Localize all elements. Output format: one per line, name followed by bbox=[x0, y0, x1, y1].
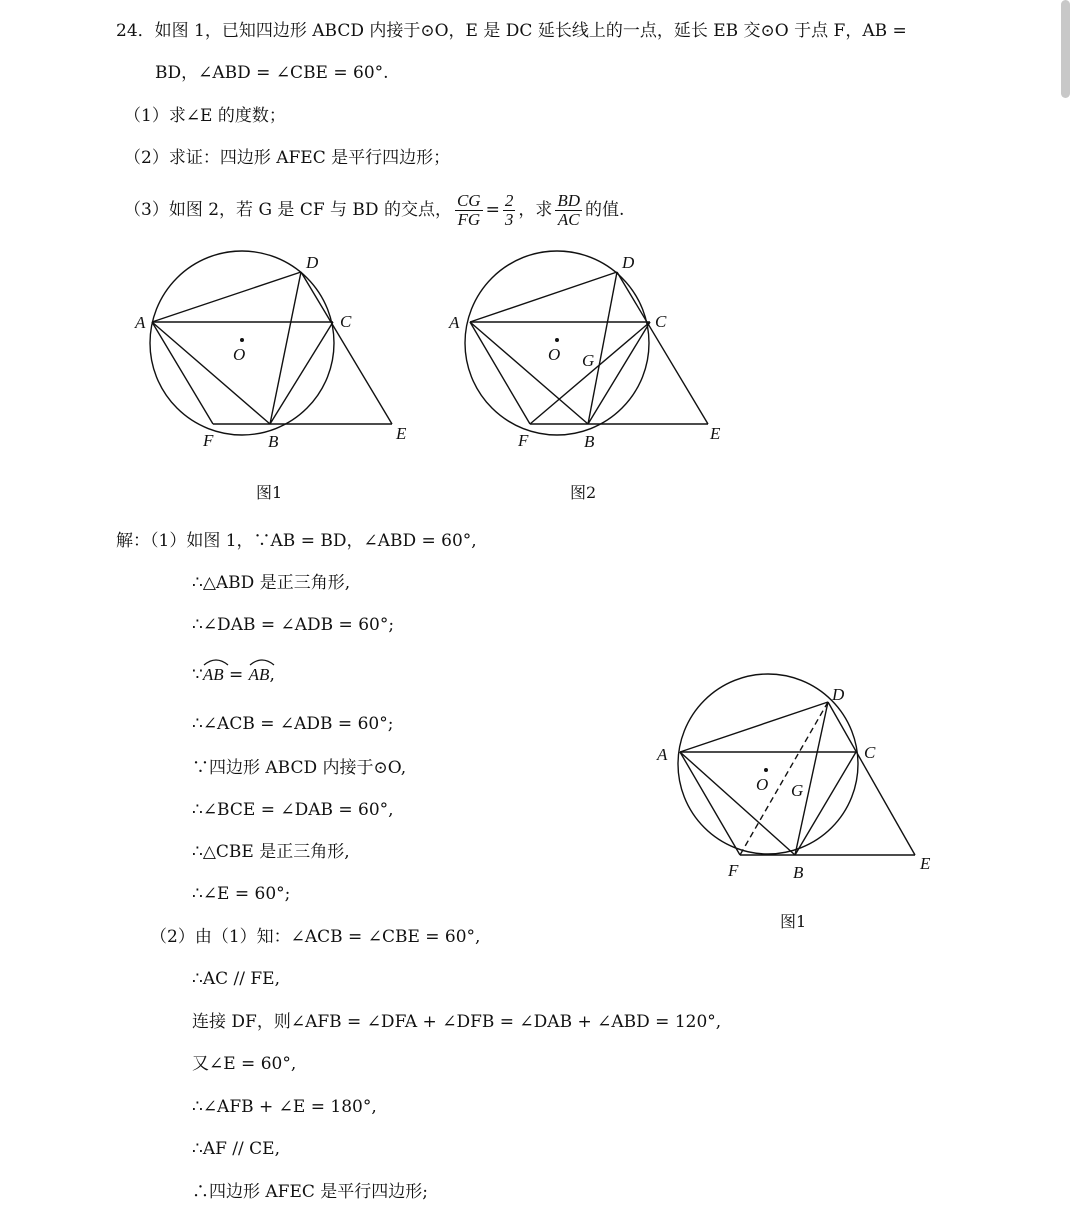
arc-label: AB bbox=[202, 665, 224, 684]
label-a: A bbox=[657, 745, 668, 764]
arc-ab-1 bbox=[203, 664, 224, 686]
solution-line-11: ∴AC // FE, bbox=[192, 969, 280, 989]
label-f: F bbox=[518, 431, 529, 450]
circle-o bbox=[150, 251, 334, 435]
arc-symbol-icon bbox=[203, 658, 229, 666]
fraction-denominator: FG bbox=[457, 210, 481, 229]
label-g: G bbox=[582, 351, 595, 370]
fraction-bd-ac bbox=[555, 192, 582, 229]
because-symbol: ∵ bbox=[192, 665, 203, 685]
segment-ab bbox=[680, 752, 795, 855]
label-b: B bbox=[584, 432, 595, 451]
solution-line-10: （2）由（1）知：∠ACB = ∠CBE = 60°, bbox=[150, 927, 481, 947]
center-dot bbox=[555, 338, 559, 342]
label-e: E bbox=[920, 854, 931, 873]
question-3-text: （3）如图 2，若 G 是 CF 与 BD 的交点， bbox=[124, 200, 452, 220]
solution-line-15: ∴AF // CE, bbox=[192, 1139, 280, 1159]
solution-line-16: ∴四边形 AFEC 是平行四边形; bbox=[192, 1182, 429, 1202]
solution-line-5: ∴∠ACB = ∠ADB = 60°; bbox=[192, 714, 394, 734]
equals-sign: = bbox=[485, 200, 500, 220]
solution-line-9: ∴∠E = 60°; bbox=[192, 884, 291, 904]
arc-ab-2 bbox=[249, 664, 270, 686]
figure-2-caption: 图2 bbox=[570, 483, 597, 502]
segment-ad bbox=[680, 702, 828, 752]
label-b: B bbox=[268, 432, 279, 451]
comma: , bbox=[269, 665, 275, 685]
solution-line-2: ∴△ABD 是正三角形, bbox=[192, 573, 351, 593]
segment-de bbox=[301, 272, 392, 424]
fraction-denominator: 3 bbox=[504, 210, 514, 229]
label-g: G bbox=[791, 781, 804, 800]
segment-bd bbox=[270, 272, 301, 424]
solution-line-7: ∴∠BCE = ∠DAB = 60°, bbox=[192, 800, 394, 820]
equals-text: = bbox=[223, 665, 249, 685]
label-f: F bbox=[728, 861, 739, 880]
center-dot bbox=[240, 338, 244, 342]
label-a: A bbox=[449, 313, 460, 332]
segment-bd bbox=[795, 702, 828, 855]
solution-line-12: 连接 DF，则∠AFB = ∠DFA + ∠DFB = ∠DAB + ∠ABD = 120°, bbox=[192, 1012, 722, 1032]
segment-af bbox=[680, 752, 740, 855]
figure-2-diagram bbox=[440, 240, 740, 460]
question-3-end: 的值. bbox=[585, 200, 625, 220]
segment-ab bbox=[152, 322, 270, 424]
question-3-mid: ，求 bbox=[518, 200, 553, 220]
label-c: C bbox=[655, 312, 667, 331]
segment-bc bbox=[795, 752, 856, 855]
solution-line-6: ∵四边形 ABCD 内接于⊙O, bbox=[192, 758, 407, 778]
label-e: E bbox=[396, 424, 407, 443]
fraction-cg-fg bbox=[455, 192, 483, 229]
solution-line-4 bbox=[192, 664, 275, 686]
segment-cf bbox=[530, 322, 650, 424]
label-b: B bbox=[793, 863, 804, 882]
label-d: D bbox=[832, 685, 845, 704]
solution-figure-diagram bbox=[650, 672, 950, 887]
arc-label: AB bbox=[248, 665, 270, 684]
center-dot bbox=[764, 768, 768, 772]
segment-ad bbox=[152, 272, 301, 322]
label-o: O bbox=[756, 775, 769, 794]
segment-ad bbox=[470, 272, 617, 322]
segment-de bbox=[617, 272, 708, 424]
figure-1-caption: 图1 bbox=[256, 483, 283, 502]
label-c: C bbox=[340, 312, 352, 331]
question-3 bbox=[124, 190, 624, 230]
solution-line-13: 又∠E = 60°, bbox=[192, 1054, 297, 1074]
arc-symbol-icon bbox=[249, 658, 275, 666]
segment-af bbox=[470, 322, 530, 424]
fraction-denominator: AC bbox=[557, 210, 580, 229]
label-o: O bbox=[548, 345, 561, 364]
circle-o bbox=[678, 674, 858, 854]
solution-line-14: ∴∠AFB + ∠E = 180°, bbox=[192, 1097, 377, 1117]
solution-figure-caption: 图1 bbox=[780, 912, 807, 931]
solution-line-1: 解：（1）如图 1，∵AB = BD，∠ABD = 60°, bbox=[116, 531, 477, 551]
fraction-numerator: BD bbox=[557, 191, 581, 210]
scrollbar[interactable] bbox=[1061, 0, 1070, 98]
label-e: E bbox=[710, 424, 721, 443]
problem-line-1: 24．如图 1，已知四边形 ABCD 内接于⊙O，E 是 DC 延长线上的一点，延长 EB 交⊙O 于点 F，AB = bbox=[116, 21, 907, 41]
segment-bc bbox=[270, 322, 333, 424]
fraction-numerator: CG bbox=[456, 191, 481, 210]
solution-line-3: ∴∠DAB = ∠ADB = 60°; bbox=[192, 615, 395, 635]
label-o: O bbox=[233, 345, 246, 364]
solution-line-8: ∴△CBE 是正三角形, bbox=[192, 842, 350, 862]
label-d: D bbox=[306, 253, 319, 272]
segment-ab bbox=[470, 322, 588, 424]
figure-1-diagram bbox=[125, 240, 425, 460]
question-2: （2）求证：四边形 AFEC 是平行四边形； bbox=[124, 148, 451, 168]
segment-df-dashed bbox=[740, 702, 828, 855]
question-1: （1）求∠E 的度数； bbox=[124, 106, 286, 126]
fraction-numerator: 2 bbox=[504, 191, 514, 210]
problem-line-2: BD，∠ABD = ∠CBE = 60°. bbox=[155, 63, 389, 83]
label-d: D bbox=[622, 253, 635, 272]
fraction-two-thirds bbox=[503, 192, 516, 229]
label-c: C bbox=[864, 743, 876, 762]
label-a: A bbox=[135, 313, 146, 332]
label-f: F bbox=[203, 431, 214, 450]
segment-af bbox=[152, 322, 213, 424]
